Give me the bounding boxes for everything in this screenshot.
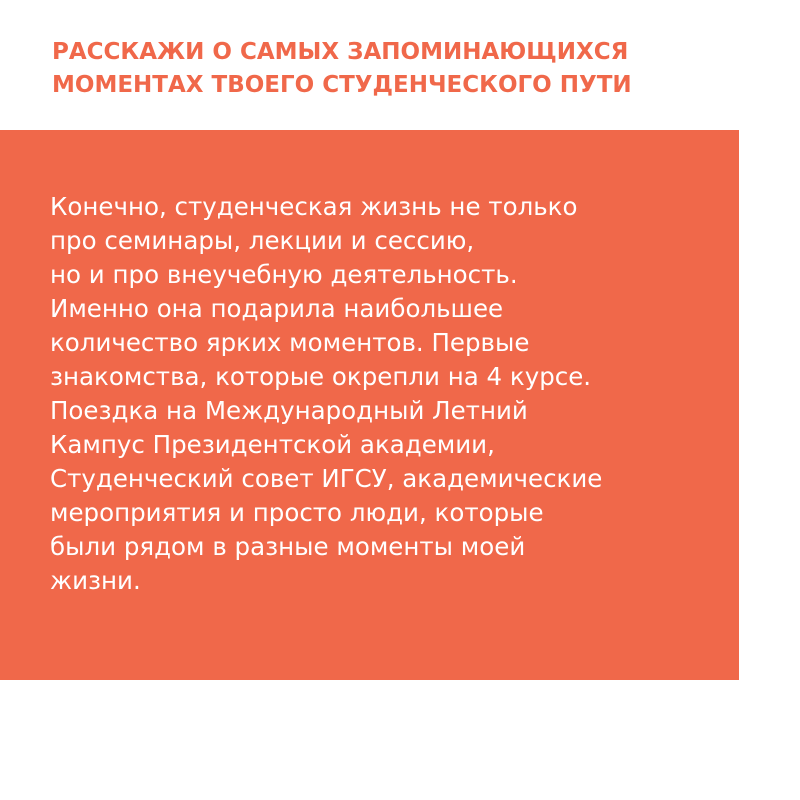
body-line: Кампус Президентской академии, bbox=[50, 430, 495, 459]
body-line: Именно она подарила наибольшее bbox=[50, 294, 504, 323]
body-line: Конечно, студенческая жизнь не только bbox=[50, 192, 578, 221]
heading-line: МОМЕНТАХ ТВОЕГО СТУДЕНЧЕСКОГО ПУТИ bbox=[52, 72, 632, 98]
body-line: знакомства, которые окрепли на 4 курсе. bbox=[50, 362, 592, 391]
body-line: но и про внеучебную деятельность. bbox=[50, 260, 518, 289]
body-line: количество ярких моментов. Первые bbox=[50, 328, 530, 357]
body-line: мероприятия и просто люди, которые bbox=[50, 498, 544, 527]
body-line: Поездка на Международный Летний bbox=[50, 396, 528, 425]
body-line: были рядом в разные моменты моей bbox=[50, 532, 526, 561]
text-panel bbox=[0, 130, 739, 680]
panel-body-text bbox=[50, 190, 730, 598]
body-line: жизни. bbox=[50, 566, 141, 595]
heading-line: РАССКАЖИ О САМЫХ ЗАПОМИНАЮЩИХСЯ bbox=[52, 39, 629, 65]
body-line: Студенческий совет ИГСУ, академические bbox=[50, 464, 603, 493]
body-line: про семинары, лекции и сессию, bbox=[50, 226, 475, 255]
page-heading bbox=[52, 36, 752, 102]
